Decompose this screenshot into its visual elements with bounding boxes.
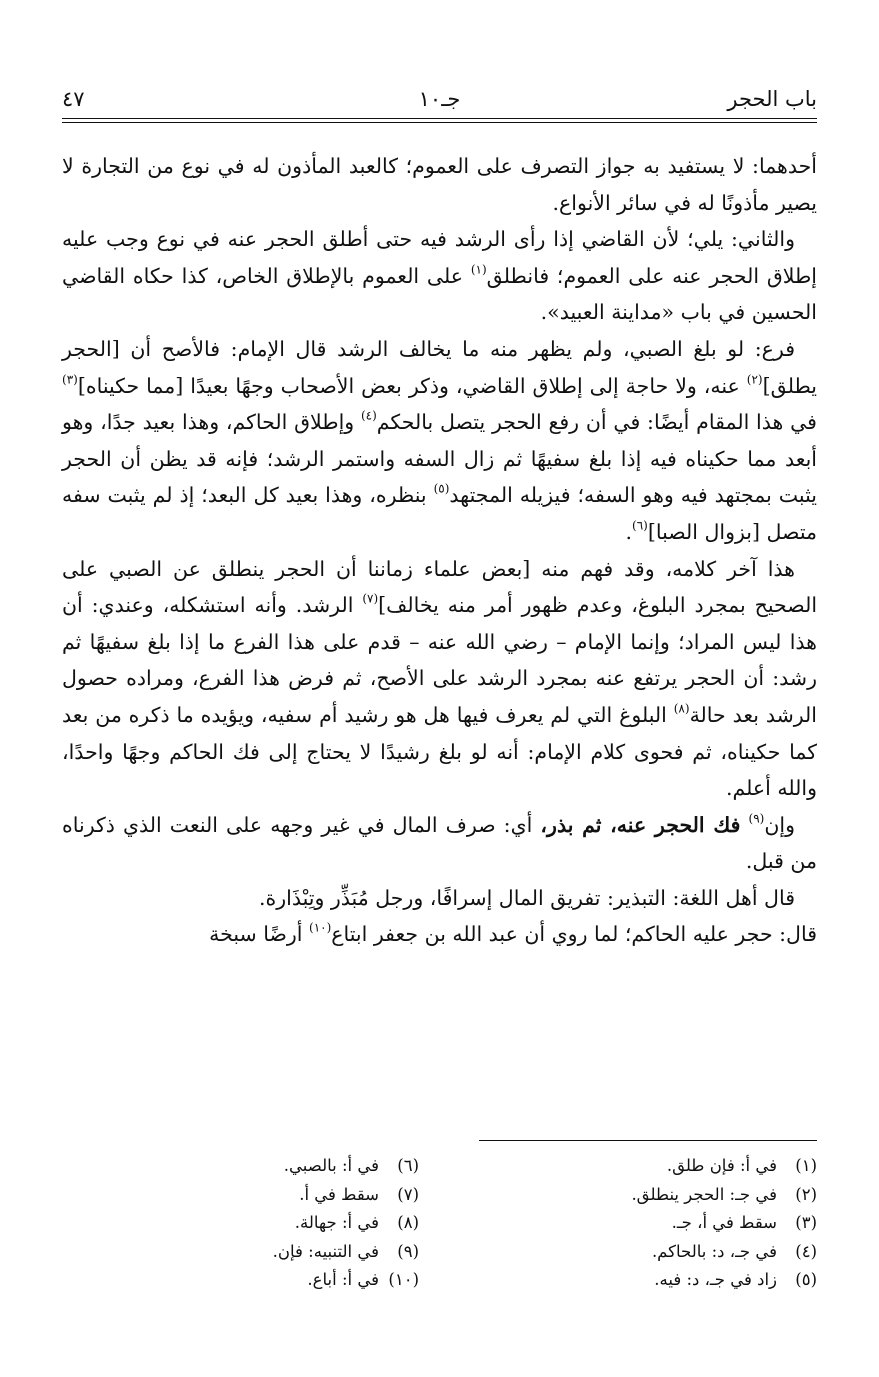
paragraph: هذا آخر كلامه، وقد فهم منه [بعض علماء زماننا أن الحجر ينطلق عن الصبي على الصحيح بمجرد البلوغ، وعدم ظهور أمر منه يخالف]$^{(٧)}$ الرشد. وأنه استشكله، وعندي: أن هذا ليس المراد؛ وإنما الإمام – رضي الله عنه – قدم على هذا الفرع ما إذا بلغ سفيهًا ثم رشد: أن الحجر يرتفع عنه بمجرد الرشد على الأصح، ثم فرض هذا الفرع، ومراده حصول الرشد بعد حالة$^{(٨)}$ البلوغ التي لم يعرف فيها هل هو رشيد أم سفيه، ويؤيده ما ذكره من بعد كما حكيناه، ثم فحوى كلام الإمام: أنه لو بلغ رشيدًا لا يحتاج إلى فك الحاكم وجهًا واحدًا، والله أعلم.	[62, 556, 818, 801]
footnote: (٧)سقط في أ.	[299, 1184, 419, 1204]
footnote-separator	[479, 1140, 817, 1141]
footnote-ref: (٨)	[673, 701, 690, 716]
footnote-ref: (٩)	[748, 811, 765, 826]
body-text	[62, 148, 817, 953]
footnote: (٨)في أ: جهالة.	[294, 1213, 419, 1233]
footnote: (٣)سقط في أ، جـ.	[671, 1213, 817, 1233]
header-rule-thick	[62, 118, 817, 119]
footnote-ref: (١٠)	[309, 920, 332, 935]
paragraph: والثاني: يلي؛ لأن القاضي إذا رأى الرشد فيه حتى أطلق الحجر عنه في نوع وجب عليه إطلاق الحجر عنه على العموم؛ فانطلق$^{(١)}$ على العموم بالإطلاق الخاص، كذا حكاه القاضي الحسين في باب «مداينة العبيد».	[62, 227, 817, 325]
paragraph: قال أهل اللغة: التبذير: تفريق المال إسرافًا، ورجل مُبَذِّر وتِبْذَارة.	[258, 885, 795, 910]
footnotes-left-column	[273, 1152, 419, 1295]
footnote-ref: (٥)	[433, 481, 450, 496]
header-rule-thin	[62, 122, 817, 123]
footnote-ref: (٦)	[632, 518, 648, 533]
footnote-ref: (١)	[470, 262, 487, 277]
paragraph: وإن$^{(٩)}$ فك الحجر عنه، ثم بذر، أي: صرف المال في غير وجهه على النعت الذي ذكرناه من قبل.	[62, 811, 817, 874]
footnote: (٤)في جـ، د: بالحاكم.	[651, 1241, 817, 1261]
footnote: (٥)زاد في جـ، د: فيه.	[654, 1270, 817, 1290]
matn-quote: فك الحجر عنه، ثم بذر،	[540, 812, 741, 837]
paragraph: فرع: لو بلغ الصبي، ولم يظهر منه ما يخالف الرشد قال الإمام: فالأصح أن [الحجر يطلق]$^{(٢)}$ عنه، ولا حاجة إلى إطلاق القاضي، وذكر بعض الأصحاب وجهًا بعيدًا [مما حكيناه]$^{(٣)}$ في هذا المقام أيضًا: في أن رفع الحجر يتصل بالحكم$^{(٤)}$ وإطلاق الحاكم، وهذا بعيد جدًا، وهو أبعد مما حكيناه فيه إذا بلغ سفيهًا ثم زال السفه واستمر الرشد؛ فإنه قد يظن أن الحجر يثبت بمجتهد فيه وهو السفه؛ فيزيله المجتهد$^{(٥)}$ بنظره، وهذا بعيد كل البعد؛ إذ لم يثبت سفه متصل [بزوال الصبا]$^{(٦)}$.	[62, 336, 817, 544]
footnote-ref: (٣)	[62, 371, 78, 386]
footnote: (٦)في أ: بالصبي.	[283, 1156, 419, 1175]
footnotes-right-column	[631, 1152, 817, 1295]
footnote: (٢)في جـ: الحجر ينطلق.	[631, 1184, 817, 1204]
page-number: ٤٧	[62, 87, 85, 111]
footnote: (١٠)في أ: أباع.	[307, 1270, 419, 1290]
paragraph: قال: حجر عليه الحاكم؛ لما روي أن عبد الله بن جعفر ابتاع$^{(١٠)}$ أرضًا سبخة	[209, 920, 817, 947]
footnote-ref: (٤)	[360, 408, 377, 423]
paragraph: أحدهما: لا يستفيد به جواز التصرف على العموم؛ كالعبد المأذون له في نوع من التجارة لا يصير مأذونًا له في سائر الأنواع.	[62, 154, 817, 215]
footnote-ref: (٧)	[362, 591, 379, 606]
volume-label: جـ١٠	[418, 87, 461, 111]
footnote: (١)في أ: فإن طلق.	[666, 1156, 817, 1175]
footnote-ref: (٢)	[746, 371, 763, 386]
page-header	[62, 82, 817, 116]
footnote: (٩)في التنبيه: فإن.	[272, 1241, 419, 1261]
chapter-title: باب الحجر	[727, 87, 817, 111]
